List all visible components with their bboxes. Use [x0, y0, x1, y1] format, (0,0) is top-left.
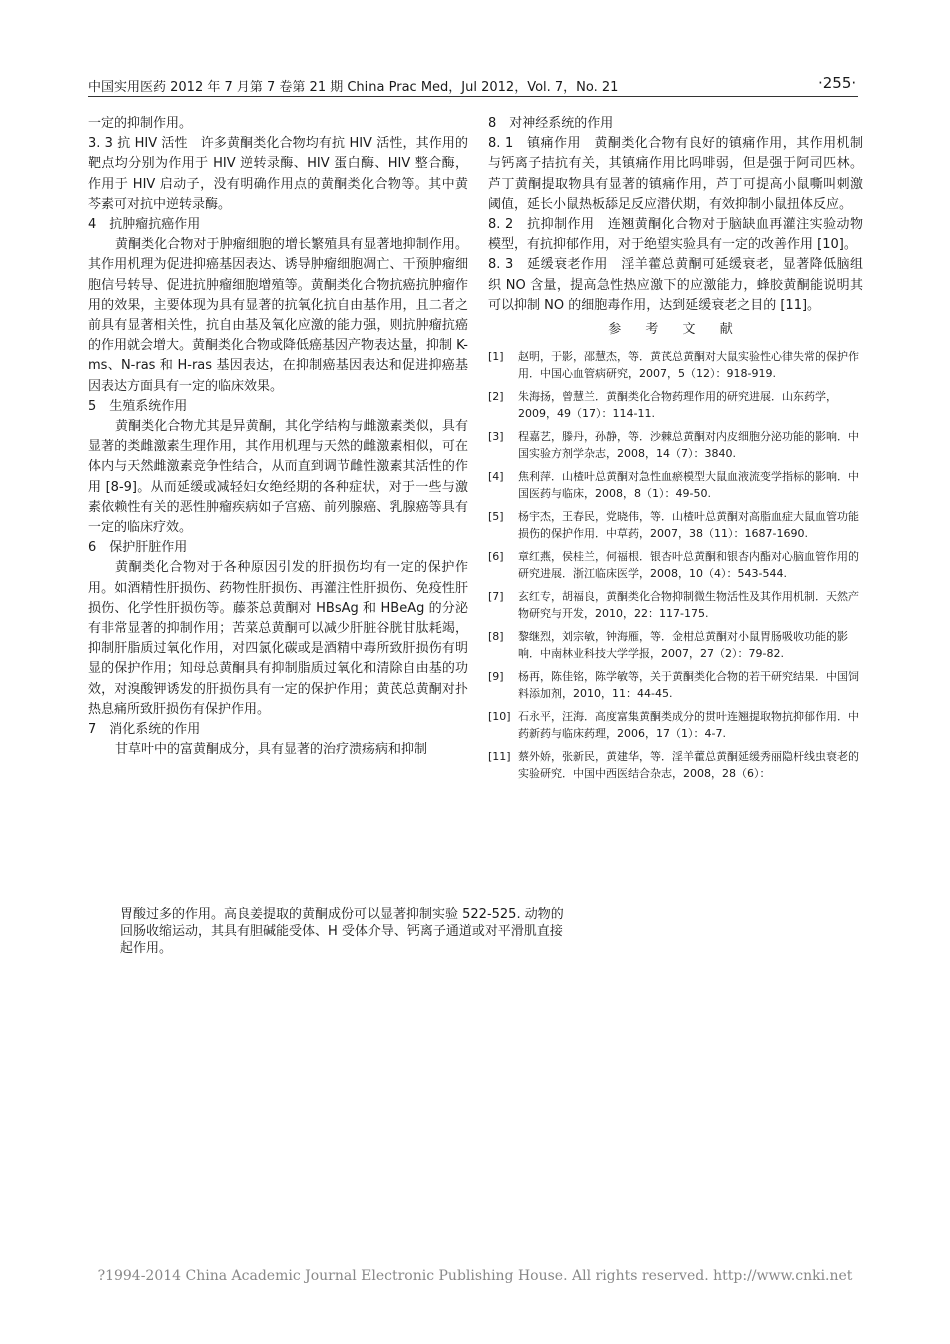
reference-item	[488, 468, 863, 502]
reference-item	[488, 628, 863, 662]
paragraph: 8. 2 抗抑制作用 连翘黄酮化合物对于脑缺血再灌注实验动物模型，有抗抑郁作用，对于绝望实验具有一定的改善作用 [10]。	[488, 217, 863, 253]
paragraph: 甘草叶中的富黄酮成分，具有显著的治疗溃疡病和抑制	[115, 742, 428, 758]
reference-text: 玄红专，胡福良，黄酮类化合物抑制微生物活性及其作用机制．天然产物研究与开发，2010，22：117-175.	[518, 590, 859, 621]
paragraph: 黄酮类化合物对于肿瘤细胞的增长繁殖具有显著地抑制作用。其作用机理为促进抑癌基因表达、诱导肿瘤细胞凋亡、干预肿瘤细胞信号转导、促进抗肿瘤细胞增殖等。黄酮类化合物抗癌抗肿瘤作用的效果，主要体现为具有显著的抗氧化抗自由基作用，且二者之前具有显著相关性，抗自由基及氧化应激的能力强，则抗肿瘤抗癌的作用就会增大。黄酮类化合物或降低癌基因产物表达量，抑制 K-ms、N-ras 和 H-ras 基因表达，在抑制癌基因表达和促进抑癌基因表达方面具有一定的临床效果。	[88, 237, 468, 394]
copyright-footer: ?1994-2014 China Academic Journal Electronic Publishing House. All rights reserved. http://www.cnki.net	[97, 1268, 853, 1284]
reference-number: [11]	[488, 750, 511, 764]
reference-text: 焦利萍．山楂叶总黄酮对急性血瘀模型大鼠血液流变学指标的影响．中国医药与临床，2008，8（1）：49-50.	[518, 470, 859, 501]
reference-number: [4]	[488, 470, 504, 484]
paragraph: 3. 3 抗 HIV 活性 许多黄酮类化合物均有抗 HIV 活性，其作用的靶点均分别为作用于 HIV 逆转录酶、HIV 蛋白酶、HIV 整合酶，作用于 HIV 启动子，没有明确作用点的黄酮类化合物等。其中黄芩素可对抗中逆转录酶。	[88, 136, 468, 212]
left-column	[88, 114, 468, 761]
reference-number: [2]	[488, 390, 504, 404]
reference-number: [6]	[488, 550, 504, 564]
reference-item	[488, 428, 863, 462]
reference-item	[488, 748, 863, 782]
reference-text: 程嘉艺，滕丹，孙静，等．沙棘总黄酮对内皮细胞分泌功能的影响．中国实验方剂学杂志，2008，14（7）：3840.	[518, 430, 859, 461]
reference-number: [7]	[488, 590, 504, 604]
reference-text: 章红燕，侯桂兰，何福根．银杏叶总黄酮和银杏内酯对心脑血管作用的研究进展．浙江临床医学，2008，10（4）：543-544.	[518, 550, 859, 581]
reference-item	[488, 388, 863, 422]
section-heading: 5 生殖系统作用	[88, 398, 188, 414]
reference-item	[488, 668, 863, 702]
reference-text: 黎继烈，刘宗敏，钟海雁，等．金柑总黄酮对小鼠胃肠吸收功能的影响．中南林业科技大学学报，2007，27（2）：79-82.	[518, 630, 848, 661]
reference-number: [9]	[488, 670, 504, 684]
reference-number: [1]	[488, 350, 504, 364]
reference-number: [10]	[488, 710, 511, 724]
reference-item	[488, 588, 863, 622]
section-heading: 8 对神经系统的作用	[488, 116, 614, 131]
references-title: 参 考 文 献	[608, 322, 743, 338]
reference-number: [5]	[488, 510, 504, 524]
reference-item	[488, 508, 863, 542]
header-rule	[88, 96, 858, 97]
reference-text: 赵明，于影，邵慧杰，等．黄芪总黄酮对大鼠实验性心律失常的保护作用．中国心血管病研究，2007，5（12）：918-919.	[518, 350, 859, 381]
section-heading: 4 抗肿瘤抗癌作用	[88, 217, 201, 233]
paragraph: 黄酮类化合物尤其是异黄酮，其化学结构与雌激素类似，具有显著的类雌激素生理作用，其作用机理与天然的雌激素相似，可在体内与天然雌激素竞争性结合，从而直到调节雌性激素其活性的作用 [8-9]。从而延缓或减轻妇女绝经期的各种症状，对于一些与激素依赖性有关的恶性肿瘤疾病如子宫癌、前列腺癌、乳腺癌等具有一定的临床疗效。	[88, 419, 468, 536]
paragraph: 一定的抑制作用。	[88, 116, 193, 131]
reference-text: 蔡外娇，张新民，黄建华，等．淫羊藿总黄酮延缓秀丽隐杆线虫衰老的实验研究．中国中西医结合杂志，2008，28（6）：	[518, 750, 859, 781]
paragraph: 8. 1 镇痛作用 黄酮类化合物有良好的镇痛作用，其作用机制与钙离子拮抗有关，其镇痛作用比吗啡弱，但是强于阿司匹林。芦丁黄酮提取物具有显著的镇痛作用，芦丁可提高小鼠嘶叫刺激阈值，延长小鼠热板舔足反应潜伏期，有效抑制小鼠扭体反应。	[488, 136, 863, 212]
section-heading: 6 保护肝脏作用	[88, 540, 188, 556]
reference-text: 杨再，陈佳铭，陈学敏等，关于黄酮类化合物的若干研究结果．中国饲料添加剂，2010，11：44-45.	[518, 670, 859, 701]
section-heading: 7 消化系统的作用	[88, 722, 201, 738]
reference-item	[488, 708, 863, 742]
reference-item	[488, 348, 863, 382]
reference-number: [3]	[488, 430, 504, 444]
reference-text: 朱海扬，曾慧兰．黄酮类化合物药理作用的研究进展．山东药学，2009，49（17）：114-11.	[518, 390, 837, 421]
reference-text: 石永平，汪海．高度富集黄酮类成分的贯叶连翘提取物抗抑郁作用．中药新药与临床药理，2006，17（1）：4-7.	[518, 710, 859, 741]
page-number: ·255·	[818, 74, 857, 92]
reference-text: 杨宇杰，王春民，党晓伟，等．山楂叶总黄酮对高脂血症大鼠血管功能损伤的保护作用．中草药，2007，38（11）：1687-1690.	[518, 510, 859, 541]
continuation-text: 胃酸过多的作用。高良姜提取的黄酮成份可以显著抑制实验 522-525. 动物的回肠收缩运动，其具有胆碱能受体、H 受体介导、钙离子通道或对平滑肌直接起作用。	[120, 907, 564, 956]
paragraph: 黄酮类化合物对于各种原因引发的肝损伤均有一定的保护作用。如酒精性肝损伤、药物性肝损伤、再灌注性肝损伤、免疫性肝损伤、化学性肝损伤等。藤茶总黄酮对 HBsAg 和 HBeAg 的分泌有非常显著的抑制作用；苦菜总黄酮可以减少肝脏谷胱甘肽耗竭，抑制肝脂质过氧化作用，对四氯化碳或是酒精中毒所致肝损伤有明显的保护作用；知母总黄酮具有抑制脂质过氧化和清除自由基的功效，对溴酸钾诱发的肝损伤具有一定的保护作用；黄芪总黄酮对扑热息痛所致肝损伤有保护作用。	[88, 560, 468, 717]
paragraph: 8. 3 延缓衰老作用 淫羊藿总黄酮可延缓衰老，显著降低脑组织 NO 含量，提高急性热应激下的应激能力，蜂胶黄酮能说明其可以抑制 NO 的细胞毒作用，达到延缓衰老之目的 [11]。	[488, 257, 863, 313]
right-column	[488, 114, 863, 788]
running-header: 中国实用医药 2012 年 7 月第 7 卷第 21 期 China Prac Med，Jul 2012，Vol. 7，No. 21	[88, 80, 619, 95]
reference-item	[488, 548, 863, 582]
reference-number: [8]	[488, 630, 504, 644]
